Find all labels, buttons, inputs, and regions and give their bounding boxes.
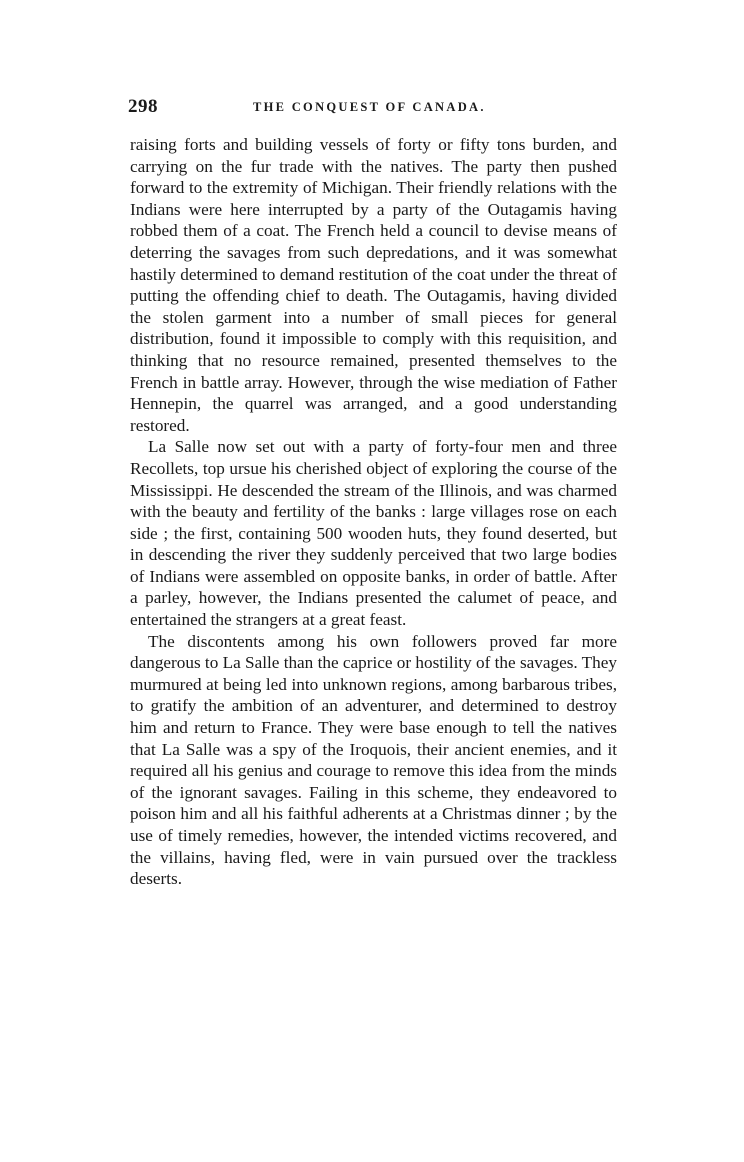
paragraph-la-salle-expedition: La Salle now set out with a party of forty-four men and three Recollets, top ursue his cherished object of exploring the course of the Mississippi. He descended the stream of the Illinois, and was charmed with the beauty and fertility of the banks : large villages rose on each side ; the first, containing 500 wooden huts, they found deserted, but in descending the river they suddenly perceived that two large bodies of Indians were assembled on opposite banks, in order of battle. After a parley, however, the Indians presented the calumet of peace, and entertained the strangers at a great feast. bbox=[130, 437, 617, 630]
page-number: 298 bbox=[128, 96, 158, 117]
running-head bbox=[130, 96, 617, 120]
running-title: THE CONQUEST OF CANADA. bbox=[253, 100, 486, 114]
paragraph-continued: raising forts and building vessels of forty or fifty tons burden, and carrying on the fur trade with the natives. The party then pushed forward to the extremity of Michigan. Their friendly relations with the Indians were here interrupted by a party of the Outagamis having robbed them of a coat. The French held a council to devise means of deterring the savages from such depredations, and it was somewhat hastily determined to demand restitution of the coat under the threat of putting the offending chief to death. The Outagamis, having divided the stolen garment into a number of small pieces for general distribution, found it impossible to comply with this requisition, and thinking that no resource remained, presented themselves to the French in battle array. However, through the wise mediation of Father Hennepin, the quarrel was arranged, and a good understanding restored. bbox=[130, 135, 617, 435]
body-text bbox=[130, 134, 617, 890]
book-page bbox=[130, 96, 617, 890]
paragraph-discontents: The discontents among his own followers proved far more dangerous to La Salle than the caprice or hostility of the savages. They murmured at being led into unknown regions, among barbarous tribes, to gratify the ambition of an adventurer, and determined to destroy him and return to France. They were base enough to tell the natives that La Salle was a spy of the Iroquois, their ancient enemies, and it required all his genius and courage to remove this idea from the minds of the ignorant savages. Failing in this scheme, they endeavored to poison him and all his faithful adherents at a Christmas dinner ; by the use of timely remedies, however, the intended victims recovered, and the villains, having fled, were in vain pursued over the trackless deserts. bbox=[130, 631, 617, 889]
